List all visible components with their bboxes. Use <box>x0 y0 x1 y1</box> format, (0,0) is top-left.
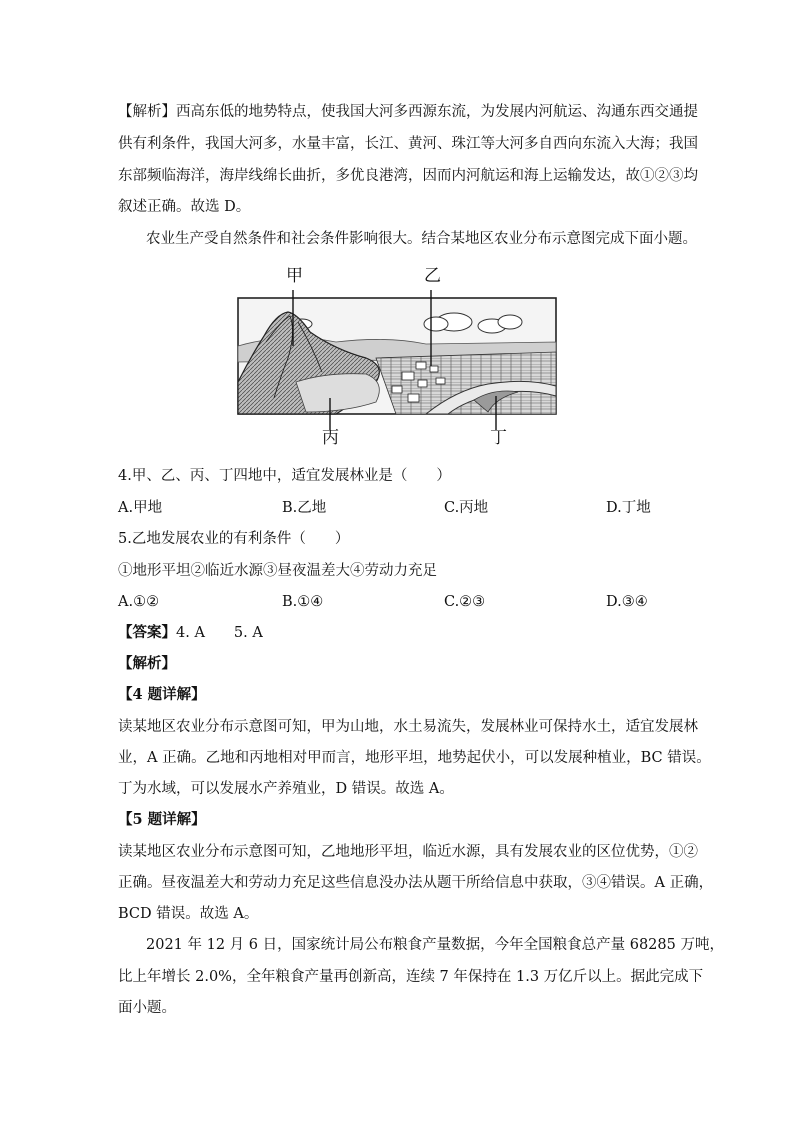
detail-4-line-3: 丁为水域，可以发展水产养殖业，D 错误。故选 A。 <box>118 781 454 797</box>
next-passage-line-1: 2021 年 12 月 6 日，国家统计局公布粮食产量数据，今年全国粮食总产量 68285 万吨， <box>146 937 724 953</box>
analysis-line-1: 【解析】西高东低的地势特点，使我国大河多西源东流，为发展内河航运、沟通东西交通提 <box>118 104 698 120</box>
analysis-title: 【解析】 <box>118 655 176 672</box>
q5-option-d: D.③④ <box>606 594 648 610</box>
agriculture-distribution-map <box>226 262 572 452</box>
detail-5-title: 【5 题详解】 <box>118 811 206 828</box>
q5-option-b: B.①④ <box>282 594 324 610</box>
answer-label: 【答案】 <box>118 624 176 641</box>
q4-option-c: C.丙地 <box>444 500 489 516</box>
landscape-illustration <box>226 262 572 452</box>
analysis-line-3: 东部频临海洋，海岸线绵长曲折，多优良港湾，因而内河航运和海上运输发达，故①②③均 <box>118 168 698 184</box>
detail-4-line-1: 读某地区农业分布示意图可知，甲为山地，水土易流失，发展林业可保持水土，适宜发展林 <box>118 719 698 735</box>
answer-text: 4. A 5. A <box>176 625 263 641</box>
analysis-line-2: 供有利条件，我国大河多，水量丰富，长江、黄河、珠江等大河多自西向东流入大海；我国 <box>118 136 698 152</box>
next-passage-line-2: 比上年增长 2.0%，全年粮食产量再创新高，连续 7 年保持在 1.3 万亿斤以上。据此完成下 <box>118 969 704 985</box>
question-4-stem: 4.甲、乙、丙、丁四地中，适宜发展林业是（ ） <box>118 468 451 484</box>
detail-5-line-1: 读某地区农业分布示意图可知，乙地地形平坦，临近水源，具有发展农业的区位优势，①② <box>118 844 698 860</box>
detail-5-line-2: 正确。昼夜温差大和劳动力充足这些信息没办法从题干所给信息中获取，③④错误。A 正确， <box>118 875 714 891</box>
next-passage-line-3: 面小题。 <box>118 1000 176 1016</box>
q5-option-a: A.①② <box>118 594 160 610</box>
label-yi: 乙 <box>424 266 441 286</box>
q5-option-c: C.②③ <box>444 594 486 610</box>
answer-line <box>118 623 263 643</box>
question-5-stem: 5.乙地发展农业的有利条件（ ） <box>118 531 350 547</box>
detail-4-title: 【4 题详解】 <box>118 686 206 703</box>
q4-option-b: B.乙地 <box>282 500 327 516</box>
label-ding: 丁 <box>490 428 507 448</box>
question-intro: 农业生产受自然条件和社会条件影响很大。结合某地区农业分布示意图完成下面小题。 <box>146 231 697 247</box>
analysis-line-4: 叙述正确。故选 D。 <box>118 199 251 215</box>
q4-option-d: D.丁地 <box>606 500 651 516</box>
label-jia: 甲 <box>286 266 303 286</box>
detail-4-line-2: 业，A 正确。乙地和丙地相对甲而言，地形平坦，地势起伏小，可以发展种植业，BC 错误。 <box>118 750 711 766</box>
label-bing: 丙 <box>322 428 339 448</box>
detail-5-line-3: BCD 错误。故选 A。 <box>118 906 259 922</box>
q4-option-a: A.甲地 <box>118 500 163 516</box>
question-5-conditions: ①地形平坦②临近水源③昼夜温差大④劳动力充足 <box>118 563 437 579</box>
